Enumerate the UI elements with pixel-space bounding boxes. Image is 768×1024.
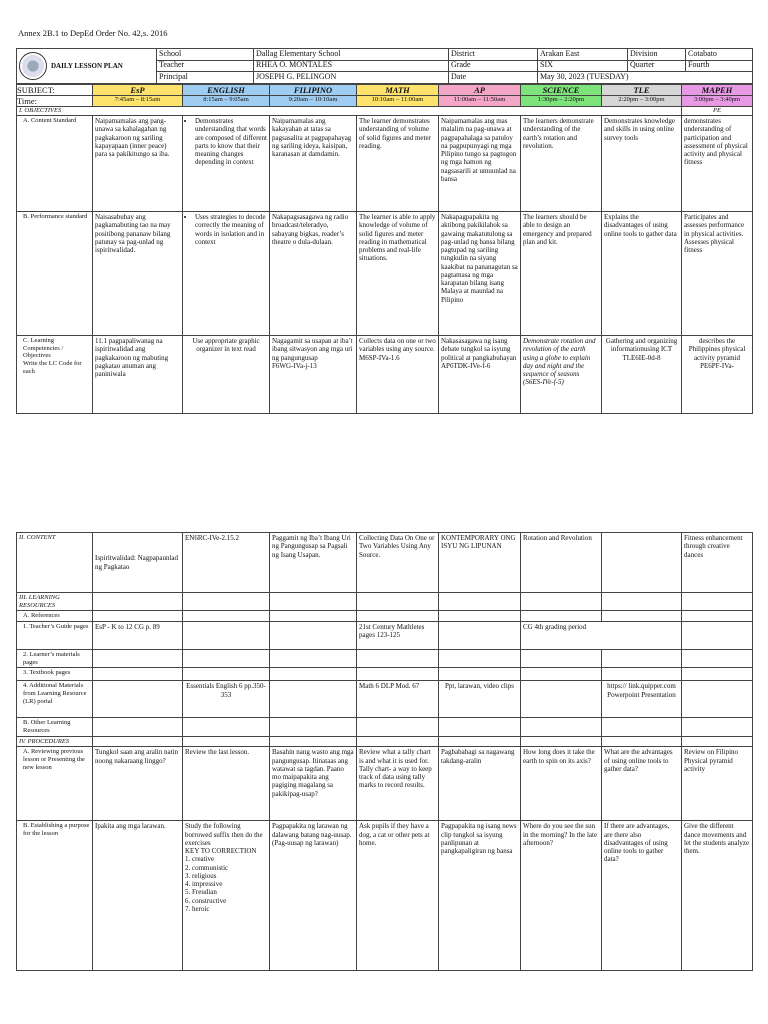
purpose-label: B. Establishing a purpose for the lesson [17, 821, 93, 971]
ps-math: The learner is able to apply knowledge of volume of solid figures and meter reading in mathematical problems and real-life situations. [357, 212, 439, 336]
resources-label: III. LEARNING RESOURCES [17, 593, 93, 611]
content-standard-row [17, 116, 753, 212]
competencies-label: C. Learning Competencies / Objectives Write the LC Code for each [17, 336, 93, 414]
time-esp: 7:45am – 8:15am [93, 96, 183, 107]
pur-math: Ask pupils if they have a dog, a cat or other pets at home. [357, 821, 439, 971]
district-value: Arakan East [538, 49, 628, 61]
suffix-answer-7: 7. heroic [185, 904, 210, 913]
reviewing-label: A. Reviewing previous lesson or Presenting the new lesson [17, 747, 93, 821]
content-tle [602, 533, 682, 593]
pur-ap: Pagpapakita ng isang news clip tungkol sa isyung panlipunan at pangkapaligiran ng bansa [439, 821, 521, 971]
competencies-row [17, 336, 753, 414]
lc-filipino: Nagagamit sa usapan at iba’t ibang sitwasyon ang mga uri ng pangungusap F6WG-IVa-j-13 [270, 336, 357, 414]
deped-seal-icon [19, 52, 47, 80]
division-label: Division [628, 49, 686, 61]
suffix-answer-6: 6. constructive [185, 896, 227, 905]
additional-materials-row [17, 681, 753, 718]
references-label: A. References [17, 611, 93, 622]
other-label: B. Other Learning Resources [17, 718, 93, 736]
pur-science: Where do you see the sun in the morning? In the late afternoon? [521, 821, 602, 971]
lc-english: Use appropriate graphic organizer in text read [183, 336, 270, 414]
date-label: Date [449, 72, 538, 84]
rev-science: How long does it take the earth to spin on its axis? [521, 747, 602, 821]
content-mapeh: Fitness enhancement through creative dances [682, 533, 753, 593]
suffix-answer-4: 4. impressive [185, 880, 223, 888]
pur-mapeh: Give the different dance movements and let the students analyze them. [682, 821, 753, 971]
subject-science: SCIENCE [521, 85, 602, 96]
ps-esp: Naisasabuhay ang pagkamabuting tao na may positibong pananaw bilang patunay sa pag-unlad ng ispiritwalidad. [93, 212, 183, 336]
time-english: 8:15am – 9:05am [183, 96, 270, 107]
content-standard-label: A. Content Standard [17, 116, 93, 212]
suffix-answer-5: 5. Freudian [185, 888, 217, 897]
content-ap: KONTEMPORARY ONG ISYU NG LIPUNAN [439, 533, 521, 593]
procedures-row [17, 736, 753, 747]
content-math: Collecting Data On One or Two Variables Using Any Source. [357, 533, 439, 593]
tb-label: 3. Textbook pages [17, 668, 93, 681]
content-label: II. CONTENT [17, 533, 93, 593]
performance-standard-row [17, 212, 753, 336]
content-row [17, 533, 753, 593]
lc-math: Collects data on one or two variables using any source. M6SP-IVa-1.6 [357, 336, 439, 414]
time-mapeh: 3:00pm – 3:40pm [682, 96, 753, 107]
time-tle: 2:20pm – 3:00pm [602, 96, 682, 107]
content-filipino: Paggamit ng Iba’t Ibang Uri ng Pangungusap sa Pagsali ng Isang Usapan. [270, 533, 357, 593]
rev-math: Review what a tally chart is and what it is used for. Tally chart- a way to keep track of data using tally marks to record results. [357, 747, 439, 821]
quarter-value: Fourth [686, 60, 753, 72]
division-value: Cotabato [686, 49, 753, 61]
subject-ap: AP [439, 85, 521, 96]
tg-label: 1. Teacher’s Guide pages [17, 621, 93, 649]
tg-math: 21st Century Mathletes pages 123-125 [357, 621, 439, 649]
textbook-row [17, 668, 753, 681]
subject-esp: EsP [93, 85, 183, 96]
rev-mapeh: Review on Filipino Physical pyramid activity [682, 747, 753, 821]
lc-mapeh: describes the Philippines physical activity pyramid PE6PF-IVa- [682, 336, 753, 414]
header-table [16, 48, 753, 84]
add-label: 4. Additional Materials from Learning Resource (LR) portal [17, 681, 93, 718]
suffix-answer-2: 2. communistic [185, 863, 229, 872]
references-row [17, 611, 753, 622]
quarter-label: Quarter [628, 60, 686, 72]
ps-mapeh: Participates and assesses performance in physical activities. Assesses physical fitness [682, 212, 753, 336]
ps-science: The learners should be able to design an emergency and prepared plan and kit. [521, 212, 602, 336]
grade-label: Grade [449, 60, 538, 72]
content-esp: Ispiritwalidad: Nagpapaunlad ng Pagkatao [93, 533, 183, 593]
subject-mapeh: MAPEH [682, 85, 753, 96]
pur-tle: If there are advantages, are there also disadvantages of using online tools to gather data? [602, 821, 682, 971]
pur-esp: Ipakita ang mga larawan. [93, 821, 183, 971]
annex-reference: Annex 2B.1 to DepEd Order No. 42,s. 2016 [18, 28, 168, 38]
content-science: Rotation and Revolution [521, 533, 602, 593]
ps-filipino: Nakapagsasagawa ng radio broadcast/teleradyo, sabayang bigkas, reader’s theatre o dula-dulaan. [270, 212, 357, 336]
rev-ap: Pagbabahagi sa nagawang takdang-aralin [439, 747, 521, 821]
resources-row [17, 593, 753, 611]
deped-logo-cell [17, 49, 157, 84]
lc-tle: Gathering and organizing informationusing ICT TLE6IE-0d-8 [602, 336, 682, 414]
district-label: District [449, 49, 538, 61]
rev-tle: What are the advantages of using online tools to gather data? [602, 747, 682, 821]
teachers-guide-row [17, 621, 753, 649]
subject-english: ENGLISH [183, 85, 270, 96]
subject-math: MATH [357, 85, 439, 96]
content-english: EN6RC-IVe-2.15.2 [183, 533, 270, 593]
time-ap: 11:00am – 11:50am [439, 96, 521, 107]
time-row [17, 96, 753, 107]
subject-row [17, 85, 753, 96]
cs-english-item: • Demonstrates understanding that words are composed of different parts to know that their meaning changes depending in context [195, 117, 267, 167]
pur-filipino: Pagpapakita ng larawan ng dalawang batang nag-uusap. (Pag-uusap ng larawan) [270, 821, 357, 971]
learners-materials-row [17, 649, 753, 667]
subject-tle: TLE [602, 85, 682, 96]
other-resources-row [17, 718, 753, 736]
objectives-row [17, 107, 753, 116]
cs-english [183, 116, 270, 212]
tg-science: CG 4th grading period [521, 621, 682, 649]
principal-label: Principal [157, 72, 254, 84]
cs-filipino: Naipamamalas ang kakayahan at tatas sa pagsasalita at pagpapahayag ng sariling ideya, kaisipan, karanasan at damdamin. [270, 116, 357, 212]
time-label: Time: [17, 96, 93, 107]
lc-ap: Nakasasagawa ng isang debate tungkol sa isyung political at pangkabuhayan AP6TDK-IVe-f-6 [439, 336, 521, 414]
rev-esp: Tungkol saan ang aralin natin noong nakaraang linggo? [93, 747, 183, 821]
ps-ap: Nakapagpapakita ng aktibong pakikilahok sa gawaing makatutulong sa pag-unlad ng bansa bilang pagtupad ng sariling tungkulin na siyang kaakibat na pananagutan sa pagtamasa ng mga karapatan bilang isang Malaya at maunlad na Pilipino [439, 212, 521, 336]
add-tle: https:// link.quipper.com Powerpoint Presentation [602, 681, 682, 718]
cs-math: The learner demonstrates understanding of volume of solid figures and meter reading. [357, 116, 439, 212]
add-ap: Ppt, larawan, video clips [439, 681, 521, 718]
performance-standard-label: B. Performance standard [17, 212, 93, 336]
time-math: 10:10am – 11:00am [357, 96, 439, 107]
suffix-answer-1: 1. creative [185, 855, 215, 864]
teacher-label: Teacher [157, 60, 254, 72]
add-english: Essentials English 6 pp.350-353 [183, 681, 270, 718]
lc-science: Demonstrate rotation and revolution of the earth using a globe to explain day and night and the sequence of seasons (S6ES-IVe-f-5) [521, 336, 602, 414]
rev-filipino: Basahin nang wasto ang mga pangungusap. Itinataas ang watawat sa tagdan. Paano mo maipapakita ang pagiging magalang sa pakikipag-usap? [270, 747, 357, 821]
cs-mapeh: demonstrates understanding of participation and assessment of physical activity and physical fitness [682, 116, 753, 212]
cs-esp: Naipamamalas ang pang-unawa sa kahalagahan ng pagkakaroon ng sariling kapayapaan (inner peace) para sa pakikitungo sa iba. [93, 116, 183, 212]
objectives-heading: I. OBJECTIVES [17, 107, 682, 116]
procedures-label: IV. PROCEDURES [17, 736, 93, 747]
school-label: School [157, 49, 254, 61]
time-filipino: 9:20am – 10:10am [270, 96, 357, 107]
time-science: 1:30pm – 2:20pm [521, 96, 602, 107]
cs-science: The learners demonstrate understanding of the earth’s rotation and revolution. [521, 116, 602, 212]
ps-tle: Explains the disadvantages of using online tools to gather data [602, 212, 682, 336]
purpose-row [17, 821, 753, 971]
tg-esp: EsP - K to 12 CG p. 89 [93, 621, 183, 649]
ps-english [183, 212, 270, 336]
date-value: May 30, 2023 (TUESDAY) [538, 72, 753, 84]
principal-value: JOSEPH G. PELINGON [254, 72, 449, 84]
pur-english [183, 821, 270, 971]
grade-value: SIX [538, 60, 628, 72]
lc-esp: 11.1 pagpapaliwanag na ispiritwalidad ang pagkakaroon ng mabuting pagkatao anuman ang paniniwala [93, 336, 183, 414]
pur-english-intro: Study the following borrowed suffix then do the exercises KEY TO CORRECTION [185, 822, 263, 855]
cs-tle: Demonstrates knowledge and skills in using online survey tools [602, 116, 682, 212]
reviewing-row [17, 747, 753, 821]
school-value: Dallag Elementary School [254, 49, 449, 61]
lesson-table-bottom [16, 532, 753, 971]
teacher-value: RHEA O. MONTALES [254, 60, 449, 72]
lm-label: 2. Learner’s materials pages [17, 649, 93, 667]
lesson-table-top [16, 84, 753, 414]
ps-english-item: • Uses strategies to decode correctly the meaning of words in isolation and in context [195, 213, 267, 246]
rev-english: Review the last lesson. [183, 747, 270, 821]
cs-ap: Naipamamalas ang mas malalim na pag-unawa at pagpapahalaga sa patuloy na pagpupunyagi ng mga Pilipino tungo sa pagtugon ng mga hamon ng nagsasarili at umuunlad na bansa [439, 116, 521, 212]
subject-label: SUBJECT: [17, 85, 93, 96]
mapeh-pe-tag: PE [682, 107, 753, 116]
subject-filipino: FILIPINO [270, 85, 357, 96]
suffix-answer-3: 3. religious [185, 871, 217, 880]
dlp-title: DAILY LESSON PLAN [51, 61, 123, 70]
add-math: Math 6 DLP Mod. 67 [357, 681, 439, 718]
